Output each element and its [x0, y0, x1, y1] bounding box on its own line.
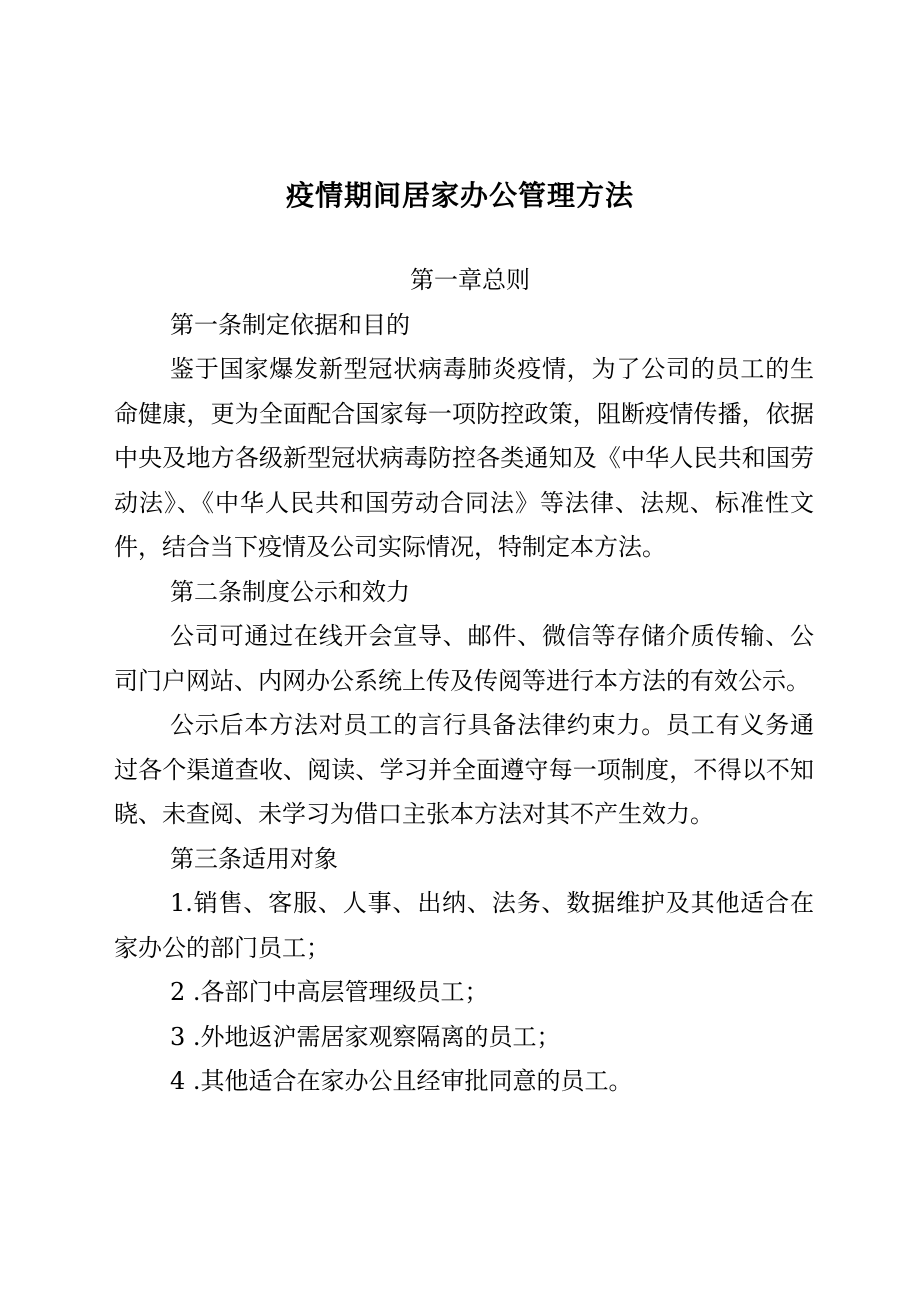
list-item: 3 .外地返沪需居家观察隔离的员工； — [170, 1022, 561, 1051]
list-item: 2 .各部门中高层管理级员工； — [170, 978, 489, 1006]
article-heading: 第二条制度公示和效力 — [170, 577, 410, 606]
article-paragraph: 公司可通过在线开会宣导、邮件、微信等存储介质传输、公司门户网站、内网办公系统上传及传阅等进行本方法的有效公示。 — [114, 622, 814, 695]
document-body — [114, 258, 814, 1104]
article-paragraph: 鉴于国家爆发新型冠状病毒肺炎疫情，为了公司的员工的生命健康，更为全面配合国家每一项防控政策，阻断疫情传播，依据中央及地方各级新型冠状病毒防控各类通知及《中华人民共和国劳动法》、《中华人民共和国劳动合同法》等法律、法规、标准性文件，结合当下疫情及公司实际情况，特制定本方法。 — [114, 355, 814, 561]
article-heading: 第三条适用对象 — [170, 844, 338, 873]
list-item: 1.销售、客服、人事、出纳、法务、数据维护及其他适合在家办公的部门员工； — [114, 889, 814, 962]
chapter-heading: 第一章总则 — [410, 266, 530, 294]
list-item: 4 .其他适合在家办公且经审批同意的员工。 — [170, 1067, 633, 1095]
article-heading: 第一条制定依据和目的 — [170, 310, 410, 339]
document-title: 疫情期间居家办公管理方法 — [285, 179, 634, 212]
article-paragraph: 公示后本方法对员工的言行具备法律约束力。员工有义务通过各个渠道查收、阅读、学习并全面遵守每一项制度，不得以不知晓、未查阅、未学习为借口主张本方法对其不产生效力。 — [114, 711, 814, 828]
